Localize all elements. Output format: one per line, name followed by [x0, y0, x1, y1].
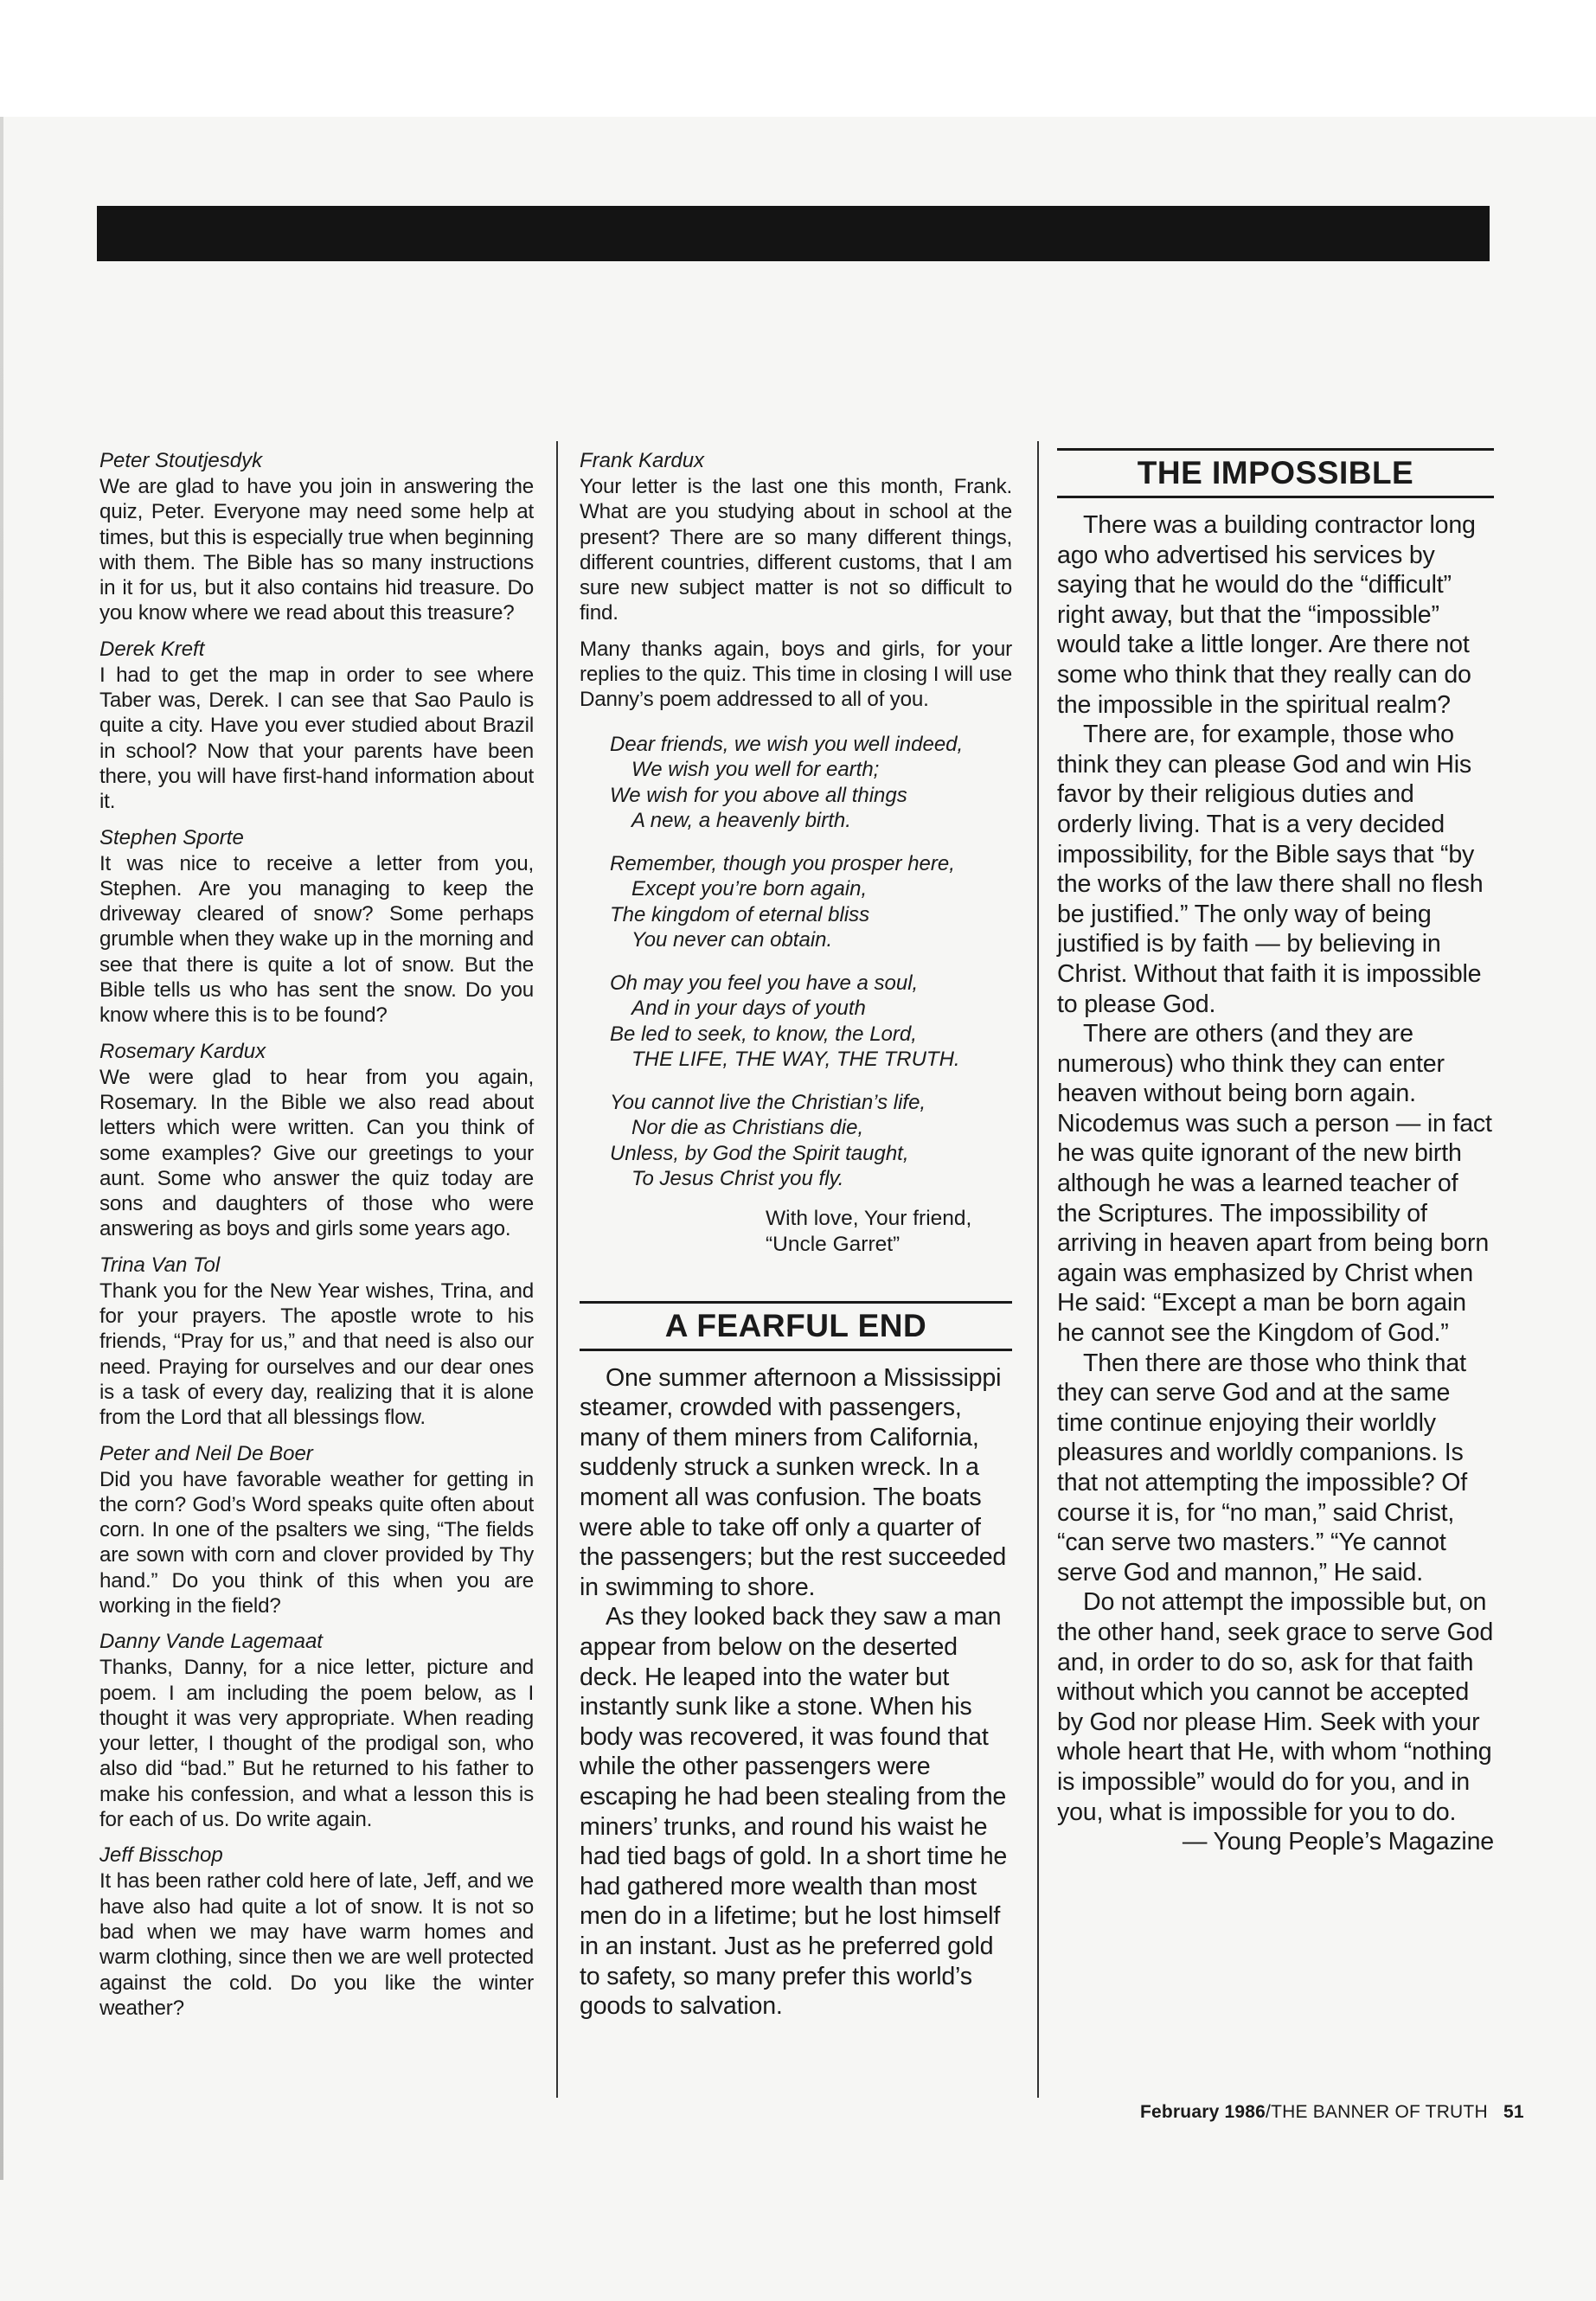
- poem-line: We wish you well for earth;: [631, 758, 880, 782]
- article-column: [1057, 448, 1494, 1857]
- story-fearful-end: [580, 1363, 1012, 2022]
- issue-date: February 1986: [1140, 2102, 1266, 2122]
- header-banner-bar: [97, 206, 1490, 261]
- signoff: [766, 1206, 1012, 1258]
- letter-recipient: Peter Stoutjesdyk: [99, 449, 263, 472]
- poem-line: You cannot live the Christian’s life,: [610, 1090, 926, 1114]
- article-heading: THE IMPOSSIBLE: [1057, 448, 1494, 498]
- letter-reply: Your letter is the last one this month, Frank. What are you studying about in school at the present? There are so many different things, different countries, different customs, that I am sure new subject matter is not so difficult to find.: [580, 475, 1012, 625]
- poem-line: Except you’re born again,: [631, 877, 868, 901]
- letters-column-2: [580, 448, 1012, 2022]
- poem-stanza: [610, 1090, 1012, 1192]
- poem-line: Nor die as Christians die,: [631, 1116, 864, 1140]
- column-divider-1: [556, 441, 558, 2098]
- article-paragraph: Then there are those who think that they can serve God and at the same time continue enjoying their worldly pleasures and worldly companions. Is that not attempting the impossible? Of course it is, for “no man,” said Christ, “can serve two masters.” “Ye cannot serve God and mannon,” He said.: [1057, 1349, 1467, 1586]
- page-number: 51: [1503, 2102, 1524, 2122]
- letter-entry: [99, 1441, 534, 1619]
- article-paragraph: There are others (and they are numerous) who think they can enter heaven without being born again. Nicodemus was such a person — in fact he was quite ignorant of the new birth although he was a learned teacher of the Scriptures. The impossibility of arriving in heaven apart from being born again was emphasized by Christ when He said: “Except a man be born again he cannot see the Kingdom of God.”: [1057, 1020, 1492, 1348]
- poem-line: The kingdom of eternal bliss: [610, 902, 870, 926]
- poem-line: Remember, though you prosper here,: [610, 851, 955, 875]
- closing-note: Many thanks again, boys and girls, for your replies to the quiz. This time in closing I will use Danny’s poem addressed to all of you.: [580, 637, 1012, 712]
- poem-line: Be led to seek, to know, the Lord,: [610, 1022, 917, 1046]
- letter-reply: I had to get the map in order to see where Taber was, Derek. I can see that Sao Paulo is quite a city. Have you ever studied about Brazil in school? Now that your parents have been there, you will have first-hand information about it.: [99, 663, 534, 814]
- letter-entry: [99, 637, 534, 815]
- letter-reply: We were glad to hear from you again, Rosemary. In the Bible we also read about letters which were written. Can you think of some examples? Give our greetings to your aunt. Some who answer the quiz today are sons and daughters of those who were answering as boys and girls some years ago.: [99, 1065, 534, 1241]
- poem-stanza: [610, 851, 1012, 953]
- letter-entry: [99, 825, 534, 1029]
- letter-entry: [99, 1843, 534, 2021]
- letter-recipient: Stephen Sporte: [99, 825, 244, 849]
- letter-reply: Thank you for the New Year wishes, Trina, and for your prayers. The apostle wrote to his friends, “Pray for us,” and that need is also our need. Praying for ourselves and our dear ones is a task of every day, realizing that it is alone from the Lord that all blessings flow.: [99, 1279, 534, 1430]
- top-margin: [0, 0, 1596, 117]
- letter-entry: [99, 1629, 534, 1832]
- letter-reply: It has been rather cold here of late, Jeff, and we have also had quite a lot of snow. It is not so bad when we may have warm homes and warm clothing, since then we are well protected against the cold. Do you like the winter weather?: [99, 1869, 534, 2020]
- poem-line: A new, a heavenly birth.: [631, 809, 851, 833]
- article-paragraph: There are, for example, those who think they can please God and win His favor by their religious duties and orderly living. That is a very decided impossibility, for the Bible says that “by the works of the law there shall no flesh be justified.” The only way of being justified is by faith — by believing in Christ. Without that faith it is impossible to please God.: [1057, 721, 1484, 1018]
- story-paragraph: One summer afternoon a Mississippi steamer, crowded with passengers, many of them miners from California, suddenly struck a sunken wreck. In a moment all was confusion. The boats were able to take off only a quarter of the passengers; but the rest succeeded in swimming to shore.: [580, 1363, 1007, 1601]
- letter-recipient: Jeff Bisschop: [99, 1843, 223, 1868]
- article-the-impossible: [1057, 510, 1494, 1857]
- letter-entry: [99, 1253, 534, 1431]
- letter-recipient: Frank Kardux: [580, 449, 705, 472]
- poem-line: And in your days of youth: [631, 997, 866, 1021]
- poem-line: THE LIFE, THE WAY, THE TRUTH.: [631, 1048, 960, 1072]
- poem-stanza: [610, 732, 1012, 834]
- poem: [610, 732, 1012, 1192]
- letter-reply: Did you have favorable weather for getting in the corn? God’s Word speaks quite often about corn. In one of the psalters we sing, “The fields are sown with corn and clover provided by Thy hand.” Do you think of this when you are working in the field?: [99, 1467, 534, 1618]
- column-divider-2: [1037, 441, 1039, 2098]
- poem-line: You never can obtain.: [631, 928, 833, 952]
- story-heading: A FEARFUL END: [580, 1301, 1012, 1351]
- letter-recipient: Peter and Neil De Boer: [99, 1441, 313, 1465]
- letters-column-1: [99, 448, 534, 2031]
- scan-edge: [0, 0, 3, 2180]
- letter-entry: [99, 448, 534, 626]
- poem-line: Oh may you feel you have a soul,: [610, 971, 919, 995]
- poem-line: We wish for you above all things: [610, 783, 907, 807]
- letter-reply: It was nice to receive a letter from you, Stephen. Are you managing to keep the driveway cleared of snow? Some perhaps grumble when they wake up in the morning and see that there is quite a lot of snow. But the Bible tells us who has sent the snow. Do you know where this is to be found?: [99, 851, 534, 1028]
- article-paragraph: There was a building contractor long ago who advertised his services by saying that he would do the “difficult” right away, but that the “impossible” would take a little longer. Are there not some who think that they really can do the impossible in the spiritual realm?: [1057, 511, 1476, 719]
- poem-line: To Jesus Christ you fly.: [631, 1167, 844, 1191]
- page-footer: [1140, 2102, 1524, 2123]
- letter-entry: [580, 448, 1012, 626]
- letter-entry: [99, 1039, 534, 1242]
- signoff-line: With love, Your friend,: [766, 1206, 972, 1230]
- letter-recipient: Rosemary Kardux: [99, 1039, 266, 1063]
- letter-recipient: Danny Vande Lagemaat: [99, 1630, 323, 1654]
- signoff-line: “Uncle Garret”: [766, 1232, 901, 1256]
- poem-line: Dear friends, we wish you well indeed,: [610, 732, 964, 756]
- article-paragraph: Do not attempt the impossible but, on the other hand, seek grace to serve God and, in order to do so, ask for that faith without which you cannot be accepted by God nor please Him. Seek with your whole heart that He, with whom “nothing is impossible” would do for you, and in you, what is impossible for you to do.: [1057, 1588, 1494, 1826]
- poem-line: Unless, by God the Spirit taught,: [610, 1141, 909, 1165]
- letter-recipient: Derek Kreft: [99, 637, 205, 661]
- story-paragraph: As they looked back they saw a man appear from below on the deserted deck. He leaped into the water but instantly sunk like a stone. When his body was recovered, it was found that while the other passengers were escaping he had been stealing from the miners’ trunks, and round his waist he had tied bags of gold. In a short time he had gathered more wealth than most men do in a lifetime; but he lost himself in an instant. Just as he preferred gold to safety, so many prefer this world’s goods to salvation.: [580, 1603, 1008, 2021]
- letter-recipient: Trina Van Tol: [99, 1253, 221, 1277]
- letter-reply: We are glad to have you join in answering the quiz, Peter. Everyone may need some help at times, but this is especially true when beginning with them. The Bible has so many instructions in it for us, but it also contains hid treasure. Do you know where we read about this treasure?: [99, 475, 534, 625]
- letter-reply: Thanks, Danny, for a nice letter, picture and poem. I am including the poem below, as I thought it was very appropriate. When reading your letter, I thought of the prodigal son, who also did “bad.” But he returned to his father to make his confession, and what a lesson this is for each of us. Do write again.: [99, 1656, 534, 1832]
- magazine-name: /THE BANNER OF TRUTH: [1266, 2102, 1488, 2122]
- article-attribution: — Young People’s Magazine: [1182, 1828, 1494, 1856]
- poem-stanza: [610, 971, 1012, 1073]
